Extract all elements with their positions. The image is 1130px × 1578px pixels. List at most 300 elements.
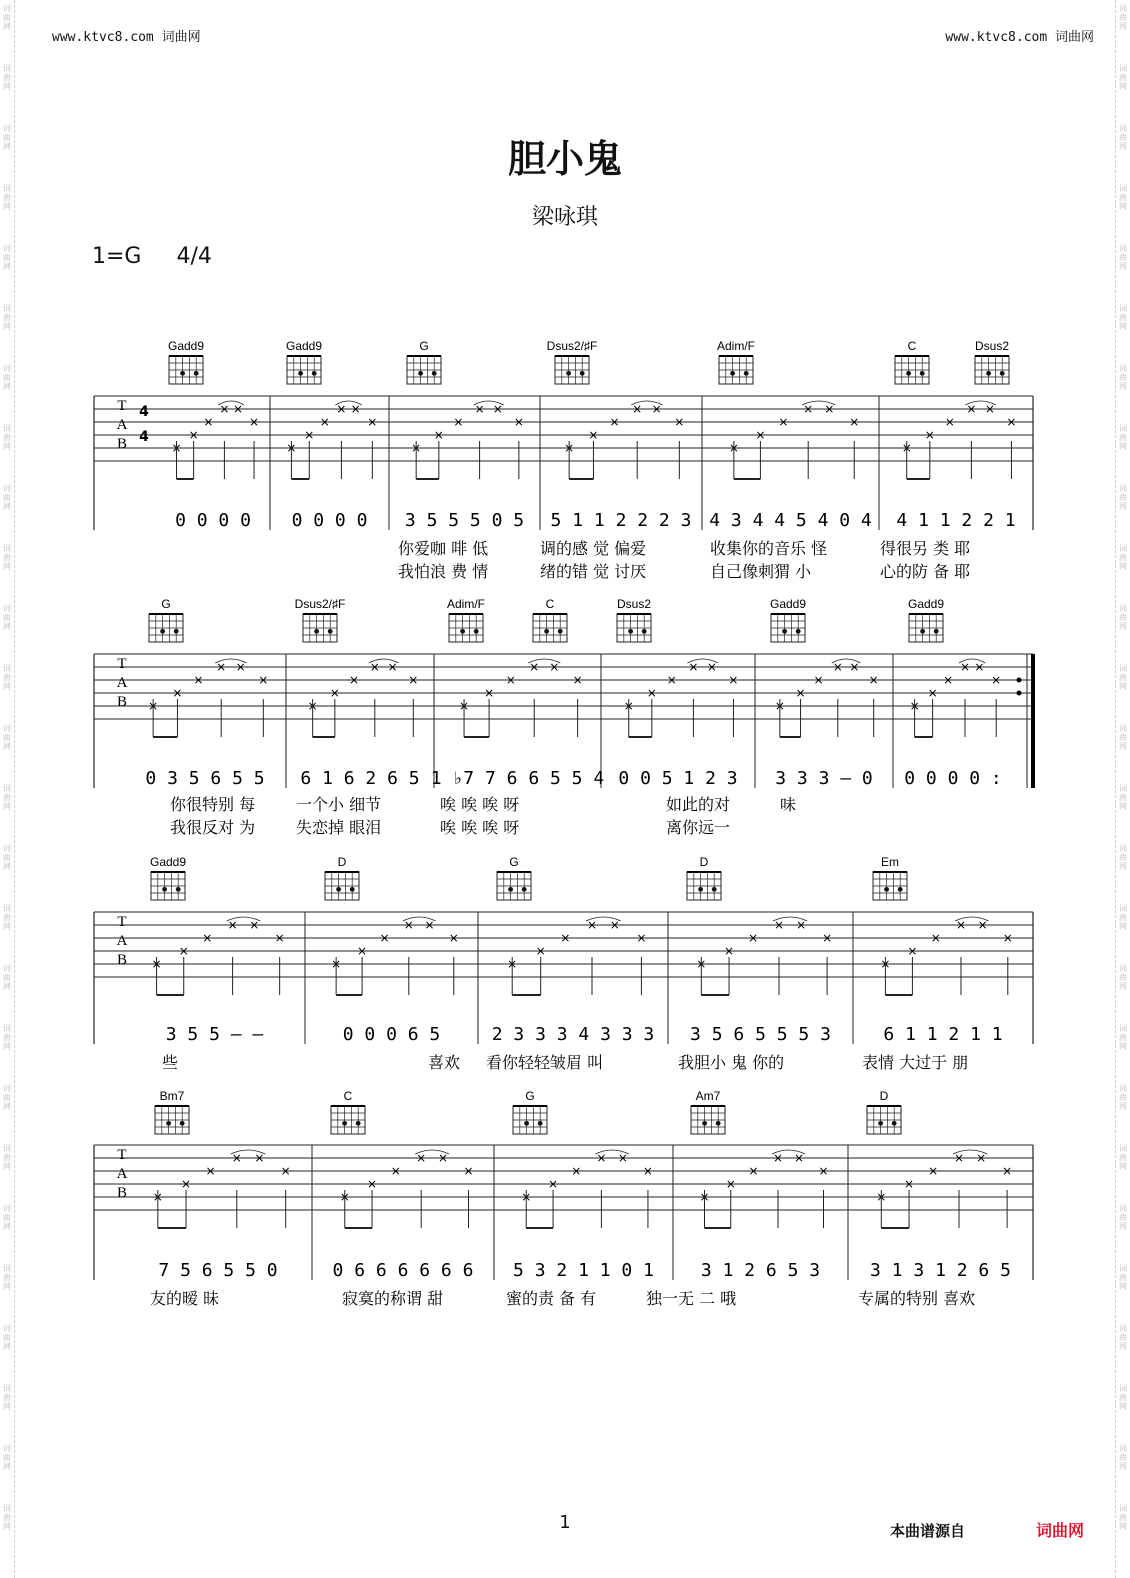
tab-x-note: × <box>793 1151 805 1165</box>
lyric-line-1: 如此的对 <box>666 795 731 814</box>
chord-name: G <box>161 597 171 611</box>
chord-finger-dot <box>312 371 317 376</box>
chord-finger-dot <box>166 1121 171 1126</box>
repeat-dot <box>1017 691 1022 696</box>
margin-watermark-text: 词曲网 <box>1119 1204 1127 1231</box>
margin-watermark-text: 词曲网 <box>1119 964 1127 991</box>
margin-watermark-text: 词曲网 <box>3 364 11 391</box>
jianpu-measure: 0 6 6 6 6 6 6 <box>332 1260 474 1281</box>
tab-x-note: × <box>609 415 620 429</box>
margin-watermark-text: 词曲网 <box>3 604 11 631</box>
chord-name: G <box>419 339 429 353</box>
tab-x-note: × <box>438 1151 449 1165</box>
chord-finger-dot <box>336 887 341 892</box>
chord-finger-dot <box>898 887 903 892</box>
tab-x-note: × <box>549 660 560 674</box>
lyric-line-1: 看你轻轻皱眉 叫 <box>486 1053 604 1072</box>
lyric-line-1: 一个小 细节 <box>296 795 382 814</box>
chord-finger-dot <box>160 629 165 634</box>
tab-x-note: × <box>696 957 707 971</box>
jianpu-measure: 4 3 4 4 5 4 0 4 <box>709 510 872 531</box>
lyric-line-1: 味 <box>780 795 797 814</box>
chord-finger-dot <box>356 1121 361 1126</box>
tab-x-note: × <box>403 918 414 932</box>
chord-finger-dot <box>432 371 437 376</box>
jianpu-measure: 2 3 3 3 4 3 3 3 <box>491 1024 655 1045</box>
tab-x-note: × <box>955 918 967 932</box>
margin-watermark-text: 词曲网 <box>1119 544 1127 571</box>
chord-name: Adim/F <box>716 339 756 353</box>
tab-x-note: × <box>202 931 213 945</box>
tab-x-note: × <box>249 918 260 932</box>
tab-x-note: × <box>596 1151 607 1165</box>
tab-x-note: × <box>849 660 860 674</box>
chord-finger-dot <box>580 371 585 376</box>
chord-name: Gadd9 <box>149 855 187 869</box>
tab-x-note: × <box>651 402 662 416</box>
chord-name: Gadd9 <box>769 597 807 611</box>
margin-watermark-text: 词曲网 <box>1119 4 1127 31</box>
tab-x-note: × <box>181 1177 192 1191</box>
tab-x-note: × <box>927 686 938 700</box>
chord-finger-dot <box>180 371 185 376</box>
tab-x-note: × <box>367 415 378 429</box>
chord-finger-dot <box>474 629 479 634</box>
chord-finger-dot <box>298 371 303 376</box>
tab-x-note: × <box>203 415 214 429</box>
tab-clef-letter: A <box>116 675 128 691</box>
chord-name: Gadd9 <box>167 339 205 353</box>
tab-x-note: × <box>646 686 657 700</box>
chord-name: Gadd9 <box>285 339 323 353</box>
margin-watermark-text: 词曲网 <box>3 64 11 91</box>
chord-name: G <box>525 1089 535 1103</box>
lyric-line-1: 唉 唉 唉 呀 <box>440 795 520 814</box>
margin-watermark-text: 词曲网 <box>1119 184 1127 211</box>
tab-x-note: × <box>474 402 485 416</box>
tab-x-note: × <box>803 402 814 416</box>
jianpu-measure: 3 1 3 1 2 6 5 <box>870 1260 1011 1281</box>
tab-x-note: × <box>868 673 879 687</box>
chord-finger-dot <box>1000 371 1005 376</box>
margin-watermark-text: 词曲网 <box>3 484 11 511</box>
tab-x-note: × <box>813 673 824 687</box>
tab-x-note: × <box>513 415 524 429</box>
tab-clef-letter: A <box>116 417 128 433</box>
tab-x-note: × <box>571 1164 582 1178</box>
tab-x-note: × <box>1002 1164 1013 1178</box>
tab-x-note: × <box>258 673 269 687</box>
chord-finger-dot <box>460 629 465 634</box>
chord-finger-dot <box>176 887 181 892</box>
lyric-line-1: 寂寞的称谓 甜 <box>342 1289 444 1308</box>
lyric-line-1: 专属的特别 喜欢 <box>858 1289 976 1308</box>
lyric-line-1: 友的暧 昧 <box>150 1289 220 1308</box>
tab-x-note: × <box>755 428 766 442</box>
margin-watermark-text: 词曲网 <box>1119 1384 1127 1411</box>
chord-finger-dot <box>350 887 355 892</box>
margin-watermark-text: 词曲网 <box>1119 244 1127 271</box>
margin-watermark-text: 词曲网 <box>3 904 11 931</box>
tab-x-note: × <box>235 660 246 674</box>
lyric-line-2: 自己像刺猬 小 <box>710 562 812 581</box>
margin-watermark-text: 词曲网 <box>3 964 11 991</box>
tab-x-note: × <box>728 673 739 687</box>
margin-watermark-text: 词曲网 <box>3 664 11 691</box>
margin-watermark-text: 词曲网 <box>3 724 11 751</box>
lyric-line-1: 独一无 二 哦 <box>646 1289 737 1308</box>
lyric-line-2: 离你远一 <box>666 818 731 837</box>
tab-x-note: × <box>666 673 677 687</box>
tab-x-note: × <box>991 673 1002 687</box>
tab-x-note: × <box>924 428 935 442</box>
chord-name: G <box>509 855 519 869</box>
lyric-line-2: 唉 唉 唉 呀 <box>440 818 520 837</box>
tab-x-note: × <box>880 957 891 971</box>
jianpu-measure: 5 3 2 1 1 0 1 <box>513 1260 654 1281</box>
chord-name: C <box>545 597 555 611</box>
jianpu-measure: 3 5 6 5 5 5 3 <box>690 1024 831 1045</box>
tab-x-note: × <box>408 673 419 687</box>
margin-watermark-text: 词曲网 <box>1119 1024 1127 1051</box>
chord-name: Bm7 <box>159 1089 185 1103</box>
lyric-line-1: 蜜的责 备 有 <box>506 1289 597 1308</box>
tab-x-note: × <box>178 944 189 958</box>
time-sig-top: 4 <box>139 404 149 420</box>
margin-watermark-text: 词曲网 <box>1119 424 1127 451</box>
chord-name: Dsus2 <box>616 597 652 611</box>
tab-x-note: × <box>773 918 785 932</box>
margin-watermark-text: 词曲网 <box>3 1384 11 1411</box>
tab-x-note: × <box>151 957 162 971</box>
jianpu-measure: 3 5 5 – – <box>165 1024 264 1045</box>
tab-x-note: × <box>976 1151 987 1165</box>
tab-x-note: × <box>901 441 912 455</box>
tab-x-note: × <box>188 428 199 442</box>
tab-x-note: × <box>876 1190 887 1204</box>
tab-x-note: × <box>424 918 435 932</box>
tab-x-note: × <box>172 686 183 700</box>
chord-finger-dot <box>716 1121 721 1126</box>
margin-watermark-text: 词曲网 <box>3 244 11 271</box>
margin-watermark-text: 词曲网 <box>3 1084 11 1111</box>
margin-watermark-text: 词曲网 <box>1119 64 1127 91</box>
tab-x-note: × <box>548 1177 559 1191</box>
margin-watermark-text: 词曲网 <box>3 184 11 211</box>
tab-x-note: × <box>977 918 988 932</box>
tab-x-note: × <box>849 415 860 429</box>
tab-x-note: × <box>433 428 444 442</box>
tab-x-note: × <box>564 441 575 455</box>
tab-x-note: × <box>205 1164 216 1178</box>
header-url-left[interactable]: www.ktvc8.com 词曲网 <box>52 30 201 45</box>
margin-watermark-text: 词曲网 <box>1119 364 1127 391</box>
margin-watermark-text: 词曲网 <box>1119 604 1127 631</box>
margin-watermark-text: 词曲网 <box>3 304 11 331</box>
lyric-line-1: 喜欢 <box>428 1053 461 1072</box>
tab-x-note: × <box>818 1164 829 1178</box>
chord-name: Dsus2 <box>974 339 1010 353</box>
tab-x-note: × <box>367 1177 378 1191</box>
chord-finger-dot <box>174 629 179 634</box>
tab-x-note: × <box>171 441 182 455</box>
tab-x-note: × <box>416 1151 427 1165</box>
tab-x-note: × <box>507 957 518 971</box>
jianpu-measure: 0 0 0 0 <box>175 510 251 531</box>
margin-watermark-text: 词曲网 <box>1119 724 1127 751</box>
tab-x-note: × <box>505 673 516 687</box>
tab-x-note: × <box>795 686 806 700</box>
chord-finger-dot <box>782 629 787 634</box>
tab-x-note: × <box>249 415 260 429</box>
time-sig-bottom: 4 <box>139 429 149 445</box>
brand-logo[interactable]: 词曲网 <box>1036 1521 1085 1540</box>
chord-finger-dot <box>730 371 735 376</box>
tab-x-note: × <box>233 402 244 416</box>
lyric-line-1: 你很特别 每 <box>170 795 256 814</box>
margin-watermark-text: 词曲网 <box>1119 844 1127 871</box>
margin-watermark-text: 词曲网 <box>3 1504 11 1531</box>
margin-watermark-text: 词曲网 <box>3 1024 11 1051</box>
jianpu-measure: 7 5 6 5 5 0 <box>158 1260 278 1281</box>
margin-watermark-text: 词曲网 <box>1119 304 1127 331</box>
margin-watermark-text: 词曲网 <box>1119 1264 1127 1291</box>
chord-name: Em <box>881 855 899 869</box>
tab-x-note: × <box>216 660 227 674</box>
margin-watermark-text: 词曲网 <box>3 1444 11 1471</box>
page-number: 1 <box>559 1512 571 1533</box>
tab-clef-letter: B <box>116 694 128 710</box>
tab-x-note: × <box>336 402 347 416</box>
chord-finger-dot <box>892 1121 897 1126</box>
tab-x-note: × <box>463 1164 474 1178</box>
tab-clef-letter: T <box>117 1147 127 1163</box>
tab-x-note: × <box>350 402 361 416</box>
header-url-right[interactable]: www.ktvc8.com 词曲网 <box>945 30 1094 45</box>
song-artist: 梁咏琪 <box>531 205 598 230</box>
chord-finger-dot <box>796 629 801 634</box>
lyric-line-1: 我胆小 鬼 你的 <box>678 1053 785 1072</box>
tab-x-note: × <box>778 415 789 429</box>
source-label: 本曲谱源自 <box>890 1522 966 1540</box>
tab-x-note: × <box>953 1151 965 1165</box>
tab-x-note: × <box>227 918 238 932</box>
chord-finger-dot <box>878 1121 883 1126</box>
tab-x-note: × <box>636 931 647 945</box>
margin-watermark-text: 词曲网 <box>3 4 11 31</box>
tab-x-note: × <box>304 428 315 442</box>
jianpu-measure: 3 1 2 6 5 3 <box>700 1260 821 1281</box>
tab-x-note: × <box>586 918 598 932</box>
chord-finger-dot <box>342 1121 347 1126</box>
lyric-line-1: 收集你的音乐 怪 <box>710 539 828 558</box>
tab-clef-letter: T <box>117 398 127 414</box>
chord-finger-dot <box>698 887 703 892</box>
chord-name: D <box>879 1089 889 1103</box>
lyric-line-2: 绪的错 觉 讨厌 <box>540 562 647 581</box>
jianpu-measure: 0 0 5 1 2 3 <box>618 768 738 789</box>
chord-name: D <box>337 855 347 869</box>
margin-watermark-text: 词曲网 <box>1119 1324 1127 1351</box>
tab-x-note: × <box>254 1151 265 1165</box>
lyric-line-1: 你爱咖 啡 低 <box>398 539 489 558</box>
tab-x-note: × <box>748 1164 759 1178</box>
jianpu-measure: 0 0 0 6 5 <box>342 1024 441 1045</box>
margin-watermark-text: 词曲网 <box>1119 1084 1127 1111</box>
tab-x-note: × <box>572 673 583 687</box>
tab-x-note: × <box>560 931 571 945</box>
tab-x-note: × <box>966 402 977 416</box>
tab-x-note: × <box>974 660 985 674</box>
tab-x-note: × <box>387 660 398 674</box>
tab-clef-letter: T <box>117 914 127 930</box>
tab-x-note: × <box>907 944 918 958</box>
tab-x-note: × <box>674 415 685 429</box>
chord-name: Dsus2/♯F <box>294 597 346 611</box>
tab-x-note: × <box>286 441 297 455</box>
tab-x-note: × <box>725 1177 736 1191</box>
margin-watermark-text: 词曲网 <box>1119 1504 1127 1531</box>
jianpu-measure: 3 5 5 5 0 5 <box>404 510 525 531</box>
margin-watermark-text: 词曲网 <box>1119 664 1127 691</box>
chord-name: Gadd9 <box>907 597 945 611</box>
chord-finger-dot <box>194 371 199 376</box>
lyric-line-1: 调的感 觉 偏爱 <box>540 539 647 558</box>
tab-x-note: × <box>774 699 785 713</box>
chord-finger-dot <box>986 371 991 376</box>
tab-x-note: × <box>904 1177 915 1191</box>
tab-x-note: × <box>959 660 971 674</box>
margin-watermark-text: 词曲网 <box>3 1324 11 1351</box>
tab-x-note: × <box>521 1190 532 1204</box>
jianpu-measure: 4 1 1 2 2 1 <box>896 510 1016 531</box>
tab-x-note: × <box>1002 931 1013 945</box>
chord-finger-dot <box>712 887 717 892</box>
tab-x-note: × <box>339 1190 350 1204</box>
margin-watermark-text: 词曲网 <box>3 124 11 151</box>
jianpu-measure: 0 0 0 0 : <box>904 768 1002 789</box>
tab-x-note: × <box>529 660 540 674</box>
lyric-line-1: 表情 大过于 朋 <box>862 1053 969 1072</box>
chord-finger-dot <box>314 629 319 634</box>
tab-x-note: × <box>724 944 735 958</box>
tab-x-note: × <box>623 699 634 713</box>
tab-x-note: × <box>219 402 230 416</box>
tab-clef-letter: A <box>116 933 128 949</box>
tab-x-note: × <box>379 931 390 945</box>
lyric-line-2: 心的防 备 耶 <box>880 562 971 581</box>
chord-finger-dot <box>418 371 423 376</box>
chord-finger-dot <box>538 1121 543 1126</box>
tab-x-note: × <box>632 402 643 416</box>
tab-x-note: × <box>609 918 620 932</box>
jianpu-measure: 3 3 3 – 0 <box>775 768 873 789</box>
tab-x-note: × <box>411 441 422 455</box>
tab-x-note: × <box>588 428 599 442</box>
jianpu-measure: 6 1 1 2 1 1 <box>883 1024 1003 1045</box>
margin-watermark-text: 词曲网 <box>1119 124 1127 151</box>
jianpu-measure: 1 ♭7 7 6 6 5 5 4 <box>430 768 605 789</box>
jianpu-measure: 0 0 0 0 <box>291 510 368 531</box>
chord-finger-dot <box>884 887 889 892</box>
margin-watermark-text: 词曲网 <box>3 844 11 871</box>
tab-x-note: × <box>930 931 941 945</box>
time-value: 4/4 <box>176 244 212 269</box>
tab-x-note: × <box>824 402 835 416</box>
tab-x-note: × <box>748 931 759 945</box>
chord-name: C <box>907 339 917 353</box>
tab-x-note: × <box>274 931 285 945</box>
tab-x-note: × <box>329 686 340 700</box>
tab-x-note: × <box>390 1164 401 1178</box>
tab-x-note: × <box>928 1164 939 1178</box>
tab-x-note: × <box>535 944 546 958</box>
margin-watermark-text: 词曲网 <box>3 424 11 451</box>
tab-x-note: × <box>822 931 833 945</box>
margin-watermark-text: 词曲网 <box>3 1204 11 1231</box>
chord-finger-dot <box>162 887 167 892</box>
margin-watermark-text: 词曲网 <box>1119 1144 1127 1171</box>
tab-x-note: × <box>492 402 503 416</box>
lyric-line-2: 我怕浪 费 情 <box>398 562 489 581</box>
jianpu-measure: 5 1 1 2 2 2 3 <box>550 510 692 531</box>
chord-finger-dot <box>524 1121 529 1126</box>
lyric-line-1: 得很另 类 耶 <box>880 539 971 558</box>
key-value: 1=G <box>92 244 142 269</box>
tab-x-note: × <box>357 944 368 958</box>
jianpu-measure: 6 1 6 2 6 5 <box>300 768 420 789</box>
song-title: 胆小鬼 <box>507 137 622 181</box>
tab-x-note: × <box>319 415 330 429</box>
tab-x-note: × <box>307 699 318 713</box>
chord-finger-dot <box>566 371 571 376</box>
chord-finger-dot <box>328 629 333 634</box>
lyric-line-2: 失恋掉 眼泪 <box>296 818 382 837</box>
chord-finger-dot <box>180 1121 185 1126</box>
chord-name: Am7 <box>695 1089 721 1103</box>
margin-watermark-text: 词曲网 <box>3 1144 11 1171</box>
chord-finger-dot <box>544 629 549 634</box>
tab-clef-letter: B <box>116 1185 128 1201</box>
tab-x-note: × <box>331 957 342 971</box>
tab-x-note: × <box>944 415 955 429</box>
lyric-line-2: 我很反对 为 <box>170 818 256 837</box>
margin-watermark-text: 词曲网 <box>1119 1444 1127 1471</box>
chord-finger-dot <box>702 1121 707 1126</box>
tab-x-note: × <box>796 918 807 932</box>
tab-clef-letter: B <box>116 436 128 452</box>
tab-x-note: × <box>349 673 360 687</box>
tab-x-note: × <box>688 660 699 674</box>
tab-x-note: × <box>231 1151 242 1165</box>
tab-x-note: × <box>459 699 470 713</box>
tab-x-note: × <box>453 415 464 429</box>
lyric-line-1: 些 <box>162 1053 179 1072</box>
chord-finger-dot <box>906 371 911 376</box>
tab-x-note: × <box>193 673 204 687</box>
jianpu-measure: 0 3 5 6 5 5 <box>145 768 265 789</box>
margin-watermark-text: 词曲网 <box>3 1264 11 1291</box>
tab-clef-letter: B <box>116 952 128 968</box>
margin-watermark-text: 词曲网 <box>1119 784 1127 811</box>
tab-x-note: × <box>642 1164 653 1178</box>
chord-finger-dot <box>508 887 513 892</box>
chord-finger-dot <box>920 629 925 634</box>
tab-x-note: × <box>943 673 954 687</box>
chord-finger-dot <box>642 629 647 634</box>
margin-watermark-text: 词曲网 <box>3 544 11 571</box>
chord-name: Adim/F <box>446 597 486 611</box>
